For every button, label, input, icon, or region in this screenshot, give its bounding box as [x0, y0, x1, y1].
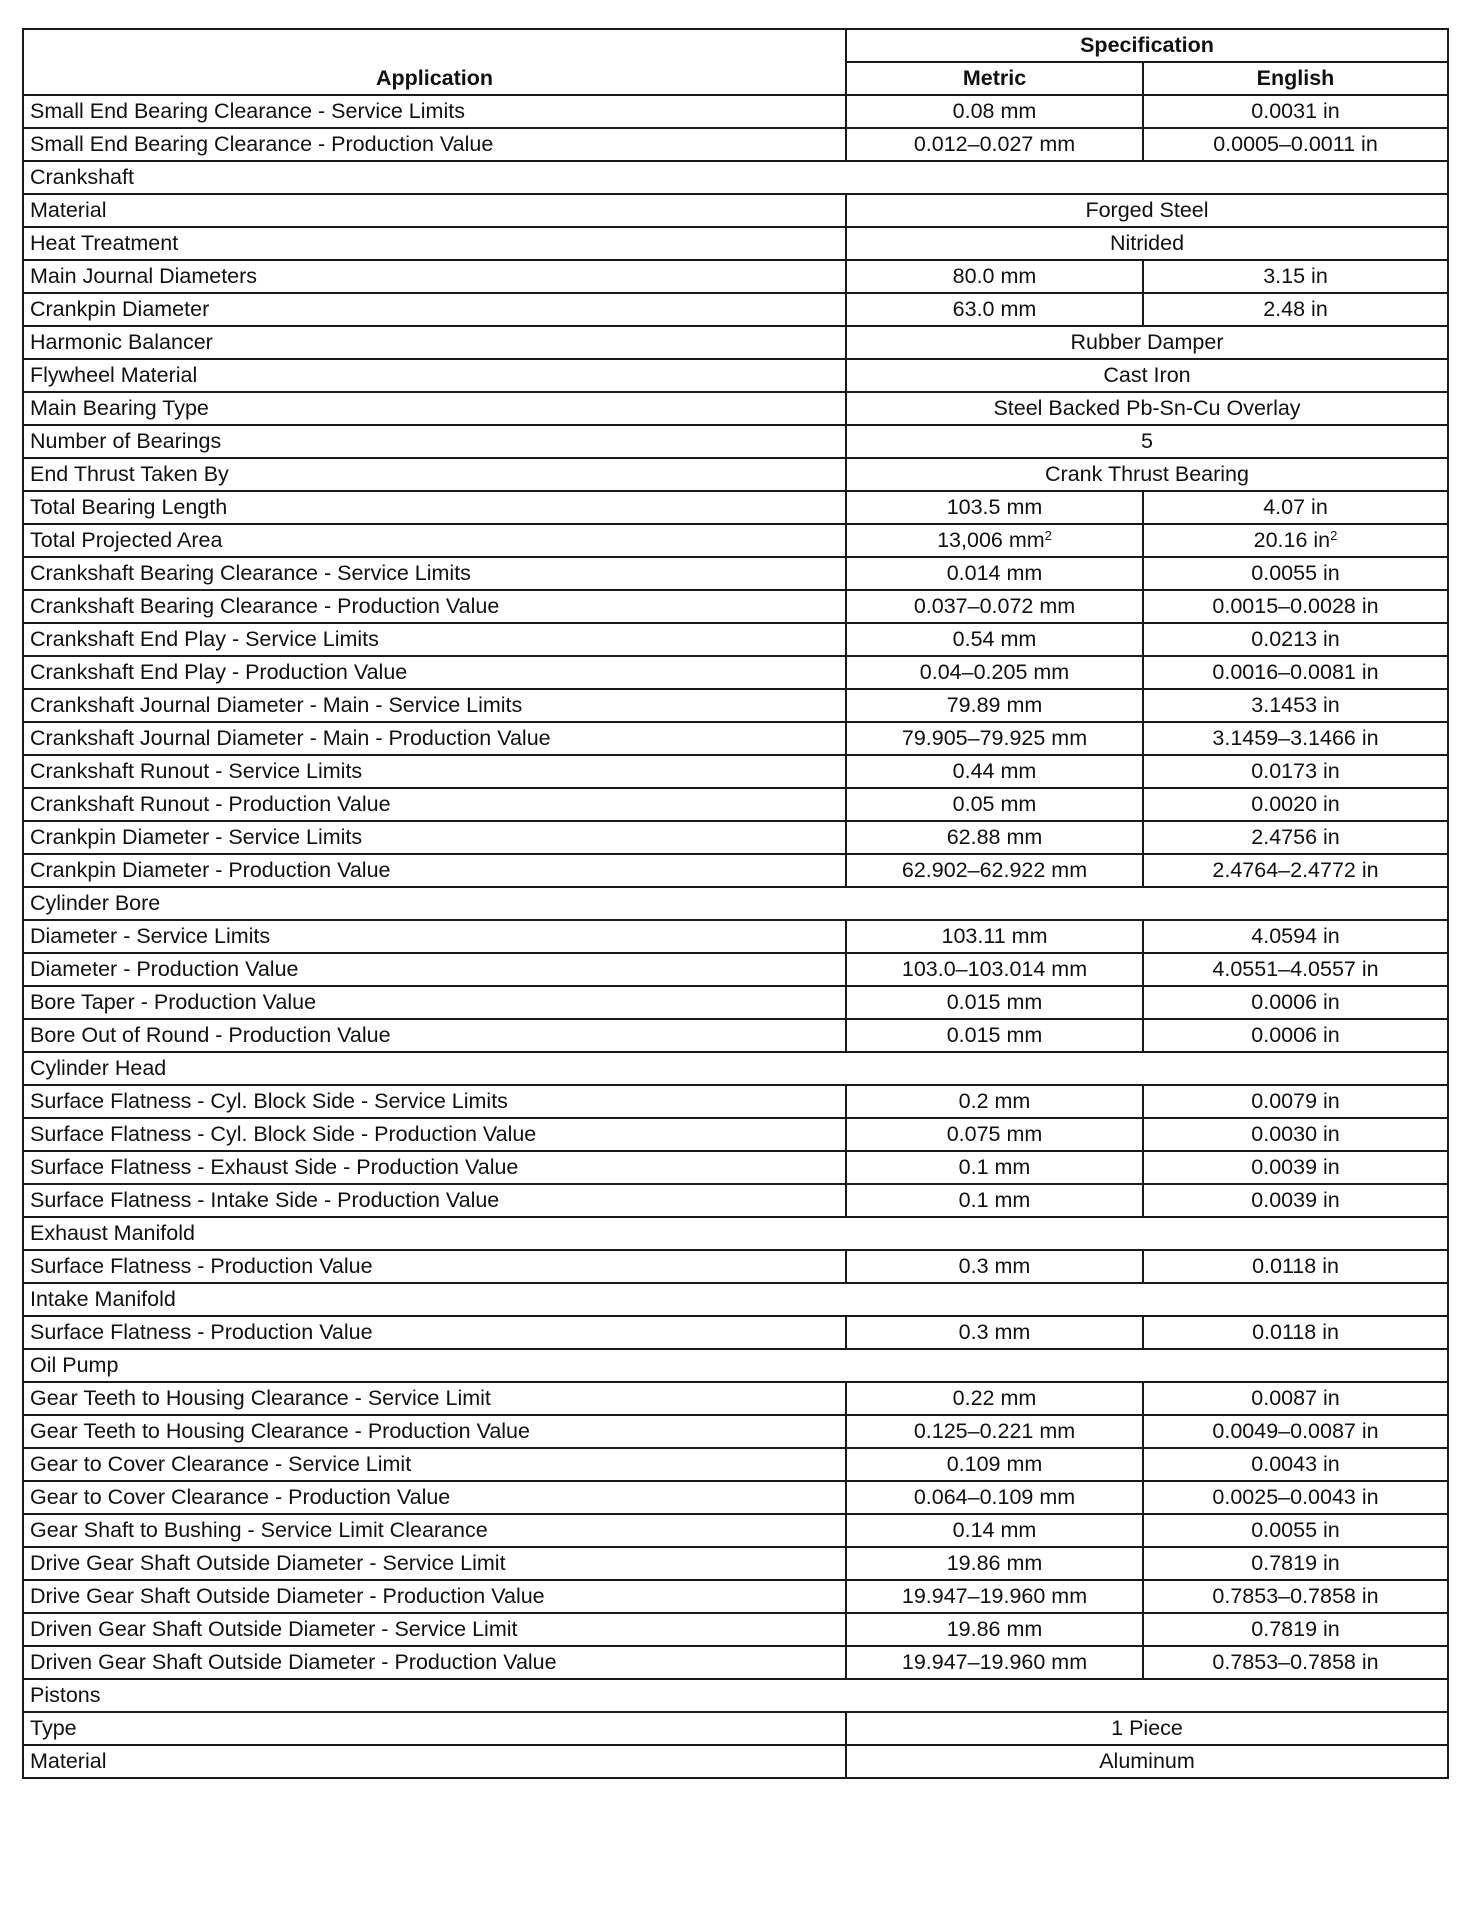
- application-cell: Diameter - Service Limits: [23, 920, 846, 953]
- application-cell: Small End Bearing Clearance - Service Limits: [23, 95, 846, 128]
- application-cell: Surface Flatness - Production Value: [23, 1316, 846, 1349]
- metric-value: 80.0 mm: [952, 264, 1037, 288]
- english-value: 0.0025–0.0043 in: [1212, 1485, 1379, 1509]
- application-cell: Surface Flatness - Cyl. Block Side - Service Limits: [23, 1085, 846, 1118]
- metric-value-cell: [846, 1184, 1143, 1217]
- metric-value-cell: [846, 986, 1143, 1019]
- metric-value: 19.947–19.960 mm: [901, 1584, 1088, 1608]
- english-value: 0.0213 in: [1251, 627, 1340, 651]
- metric-value: 0.3 mm: [958, 1254, 1031, 1278]
- table-row: [23, 359, 1448, 392]
- table-row: [23, 1514, 1448, 1547]
- spec-value-cell: 1 Piece: [846, 1712, 1448, 1745]
- application-cell: Crankpin Diameter - Production Value: [23, 854, 846, 887]
- english-value-cell: [1143, 1547, 1448, 1580]
- table-row: [23, 1250, 1448, 1283]
- english-value: 2.4764–2.4772 in: [1212, 858, 1379, 882]
- table-row: [23, 788, 1448, 821]
- metric-value-cell: [846, 1019, 1143, 1052]
- metric-value-cell: [846, 1613, 1143, 1646]
- section-title: Exhaust Manifold: [23, 1217, 1448, 1250]
- table-row: [23, 227, 1448, 260]
- application-cell: Gear Teeth to Housing Clearance - Production Value: [23, 1415, 846, 1448]
- section-title: Cylinder Bore: [23, 887, 1448, 920]
- english-value-cell: [1143, 656, 1448, 689]
- metric-value: 62.88 mm: [946, 825, 1043, 849]
- metric-value-cell: [846, 1547, 1143, 1580]
- english-value: 0.0020 in: [1251, 792, 1340, 816]
- english-value-cell: [1143, 821, 1448, 854]
- application-cell: Crankshaft Journal Diameter - Main - Production Value: [23, 722, 846, 755]
- application-cell: Crankshaft Bearing Clearance - Production Value: [23, 590, 846, 623]
- english-value: 0.0049–0.0087 in: [1212, 1419, 1379, 1443]
- english-value-cell: [1143, 1019, 1448, 1052]
- metric-value: 13,006 mm: [937, 528, 1045, 552]
- english-value-cell: [1143, 1613, 1448, 1646]
- metric-value: 0.015 mm: [946, 1023, 1043, 1047]
- metric-value-cell: [846, 788, 1143, 821]
- metric-value-cell: [846, 623, 1143, 656]
- english-value: 0.0173 in: [1251, 759, 1340, 783]
- metric-value-cell: [846, 1118, 1143, 1151]
- english-value-cell: [1143, 1580, 1448, 1613]
- metric-value: 0.1 mm: [958, 1155, 1031, 1179]
- table-row: [23, 1547, 1448, 1580]
- metric-value: 19.86 mm: [946, 1617, 1043, 1641]
- english-value-cell: [1143, 788, 1448, 821]
- table-row: [23, 1745, 1448, 1778]
- application-header: Application: [23, 29, 846, 95]
- table-row: [23, 524, 1448, 557]
- english-value-cell: [1143, 557, 1448, 590]
- application-cell: Gear Teeth to Housing Clearance - Service Limit: [23, 1382, 846, 1415]
- table-row: [23, 821, 1448, 854]
- english-value-cell: [1143, 689, 1448, 722]
- metric-header: Metric: [846, 62, 1143, 95]
- table-row: [23, 557, 1448, 590]
- metric-value-cell: [846, 557, 1143, 590]
- table-row: [23, 1415, 1448, 1448]
- english-value: 0.7853–0.7858 in: [1212, 1584, 1379, 1608]
- table-row: [23, 1085, 1448, 1118]
- table-row: [23, 1184, 1448, 1217]
- table-row: [23, 1646, 1448, 1679]
- section-row: [23, 1679, 1448, 1712]
- english-value-cell: [1143, 920, 1448, 953]
- metric-value-cell: [846, 293, 1143, 326]
- application-cell: Material: [23, 1745, 846, 1778]
- application-cell: Material: [23, 194, 846, 227]
- metric-value-cell: [846, 1151, 1143, 1184]
- metric-value: 0.3 mm: [958, 1320, 1031, 1344]
- application-cell: End Thrust Taken By: [23, 458, 846, 491]
- section-row: [23, 1349, 1448, 1382]
- section-title: Cylinder Head: [23, 1052, 1448, 1085]
- metric-value: 79.89 mm: [946, 693, 1043, 717]
- metric-value: 103.0–103.014 mm: [901, 957, 1088, 981]
- spec-value-cell: Forged Steel: [846, 194, 1448, 227]
- table-row: [23, 1448, 1448, 1481]
- english-value-cell: [1143, 128, 1448, 161]
- english-value-cell: [1143, 1250, 1448, 1283]
- table-row: [23, 722, 1448, 755]
- metric-value: 0.44 mm: [952, 759, 1037, 783]
- metric-value-cell: [846, 491, 1143, 524]
- application-cell: Crankpin Diameter - Service Limits: [23, 821, 846, 854]
- metric-value-cell: [846, 260, 1143, 293]
- metric-value-cell: [846, 1316, 1143, 1349]
- english-value-cell: [1143, 722, 1448, 755]
- application-cell: Driven Gear Shaft Outside Diameter - Service Limit: [23, 1613, 846, 1646]
- english-value: 2.4756 in: [1251, 825, 1340, 849]
- english-value: 4.07 in: [1263, 495, 1328, 519]
- english-value: 0.0031 in: [1251, 99, 1340, 123]
- metric-value-cell: [846, 656, 1143, 689]
- application-cell: Flywheel Material: [23, 359, 846, 392]
- table-row: [23, 491, 1448, 524]
- application-cell: Surface Flatness - Exhaust Side - Production Value: [23, 1151, 846, 1184]
- application-cell: Surface Flatness - Production Value: [23, 1250, 846, 1283]
- metric-value-cell: [846, 590, 1143, 623]
- english-value: 4.0551–4.0557 in: [1212, 957, 1379, 981]
- english-value-cell: [1143, 1514, 1448, 1547]
- section-title: Oil Pump: [23, 1349, 1448, 1382]
- metric-value-cell: [846, 524, 1143, 557]
- english-value-cell: [1143, 1184, 1448, 1217]
- metric-value-cell: [846, 1646, 1143, 1679]
- section-title: Intake Manifold: [23, 1283, 1448, 1316]
- english-value-cell: [1143, 1415, 1448, 1448]
- application-cell: Crankpin Diameter: [23, 293, 846, 326]
- section-title: Pistons: [23, 1679, 1448, 1712]
- metric-value-cell: [846, 1415, 1143, 1448]
- metric-value: 0.064–0.109 mm: [913, 1485, 1076, 1509]
- metric-value-cell: [846, 1580, 1143, 1613]
- table-row: [23, 425, 1448, 458]
- table-row: [23, 1382, 1448, 1415]
- metric-value-cell: [846, 1382, 1143, 1415]
- english-value: 0.0039 in: [1251, 1188, 1340, 1212]
- table-row: [23, 689, 1448, 722]
- application-cell: Driven Gear Shaft Outside Diameter - Production Value: [23, 1646, 846, 1679]
- table-row: [23, 590, 1448, 623]
- table-row: [23, 260, 1448, 293]
- spec-value-cell: Crank Thrust Bearing: [846, 458, 1448, 491]
- english-value-cell: [1143, 1646, 1448, 1679]
- metric-value: 19.86 mm: [946, 1551, 1043, 1575]
- english-value: 0.0030 in: [1251, 1122, 1340, 1146]
- metric-value-cell: [846, 755, 1143, 788]
- application-cell: Bore Out of Round - Production Value: [23, 1019, 846, 1052]
- table-row: [23, 458, 1448, 491]
- metric-value: 0.08 mm: [952, 99, 1037, 123]
- english-header: English: [1143, 62, 1448, 95]
- english-value: 0.0016–0.0081 in: [1212, 660, 1379, 684]
- application-cell: Number of Bearings: [23, 425, 846, 458]
- english-value: 0.0055 in: [1251, 561, 1340, 585]
- english-value-cell: [1143, 1382, 1448, 1415]
- metric-value-cell: [846, 1250, 1143, 1283]
- english-value: 0.0015–0.0028 in: [1212, 594, 1379, 618]
- table-row: [23, 392, 1448, 425]
- english-value-cell: [1143, 491, 1448, 524]
- metric-value-cell: [846, 1448, 1143, 1481]
- application-cell: Crankshaft Journal Diameter - Main - Service Limits: [23, 689, 846, 722]
- application-cell: Harmonic Balancer: [23, 326, 846, 359]
- spec-page: [22, 28, 1447, 1779]
- specification-header: Specification: [846, 29, 1448, 62]
- table-row: [23, 623, 1448, 656]
- table-row: [23, 755, 1448, 788]
- table-row: [23, 920, 1448, 953]
- table-row: [23, 1613, 1448, 1646]
- table-body: [23, 95, 1448, 1778]
- application-cell: Crankshaft End Play - Service Limits: [23, 623, 846, 656]
- section-row: [23, 1283, 1448, 1316]
- application-cell: Diameter - Production Value: [23, 953, 846, 986]
- english-value: 0.7853–0.7858 in: [1212, 1650, 1379, 1674]
- metric-value-cell: [846, 854, 1143, 887]
- application-cell: Main Journal Diameters: [23, 260, 846, 293]
- english-value: 0.0118 in: [1252, 1254, 1339, 1278]
- english-value-cell: [1143, 854, 1448, 887]
- english-value-cell: [1143, 293, 1448, 326]
- application-cell: Crankshaft Runout - Service Limits: [23, 755, 846, 788]
- spec-value-cell: Steel Backed Pb-Sn-Cu Overlay: [846, 392, 1448, 425]
- application-cell: Total Projected Area: [23, 524, 846, 557]
- metric-value: 0.54 mm: [952, 627, 1037, 651]
- metric-value-cell: [846, 821, 1143, 854]
- english-value-cell: [1143, 755, 1448, 788]
- english-value-cell: [1143, 260, 1448, 293]
- metric-value-cell: [846, 953, 1143, 986]
- english-value: 0.0039 in: [1251, 1155, 1340, 1179]
- english-value: 0.0118 in: [1252, 1320, 1339, 1344]
- table-row: [23, 293, 1448, 326]
- english-value: 0.7819 in: [1251, 1551, 1340, 1575]
- english-value: 20.16 in: [1253, 528, 1331, 552]
- application-cell: Surface Flatness - Intake Side - Production Value: [23, 1184, 846, 1217]
- metric-value: 103.5 mm: [946, 495, 1043, 519]
- section-title: Crankshaft: [23, 161, 1448, 194]
- spec-value-cell: Rubber Damper: [846, 326, 1448, 359]
- metric-value: 19.947–19.960 mm: [901, 1650, 1088, 1674]
- metric-value: 0.05 mm: [952, 792, 1037, 816]
- english-value: 3.1459–3.1466 in: [1212, 726, 1379, 750]
- metric-value-cell: [846, 722, 1143, 755]
- english-value-cell: [1143, 1481, 1448, 1514]
- superscript: 2: [1330, 528, 1338, 543]
- metric-value-cell: [846, 95, 1143, 128]
- table-row: [23, 1151, 1448, 1184]
- spec-value-cell: 5: [846, 425, 1448, 458]
- application-cell: Surface Flatness - Cyl. Block Side - Production Value: [23, 1118, 846, 1151]
- metric-value-cell: [846, 1481, 1143, 1514]
- english-value-cell: [1143, 1118, 1448, 1151]
- english-value-cell: [1143, 623, 1448, 656]
- english-value: 0.0079 in: [1251, 1089, 1340, 1113]
- english-value: 2.48 in: [1263, 297, 1328, 321]
- table-header: [23, 29, 1448, 95]
- application-cell: Drive Gear Shaft Outside Diameter - Service Limit: [23, 1547, 846, 1580]
- table-row: [23, 194, 1448, 227]
- spec-value-cell: Nitrided: [846, 227, 1448, 260]
- metric-value: 79.905–79.925 mm: [901, 726, 1088, 750]
- section-row: [23, 1052, 1448, 1085]
- english-value: 4.0594 in: [1251, 924, 1340, 948]
- table-row: [23, 95, 1448, 128]
- application-cell: Type: [23, 1712, 846, 1745]
- table-row: [23, 1712, 1448, 1745]
- table-row: [23, 128, 1448, 161]
- metric-value: 62.902–62.922 mm: [901, 858, 1088, 882]
- english-value-cell: [1143, 1448, 1448, 1481]
- table-row: [23, 953, 1448, 986]
- english-value: 0.0043 in: [1251, 1452, 1340, 1476]
- metric-value: 0.012–0.027 mm: [913, 132, 1076, 156]
- application-cell: Small End Bearing Clearance - Production Value: [23, 128, 846, 161]
- metric-value: 0.14 mm: [952, 1518, 1037, 1542]
- application-cell: Crankshaft End Play - Production Value: [23, 656, 846, 689]
- metric-value-cell: [846, 920, 1143, 953]
- english-value: 3.15 in: [1263, 264, 1328, 288]
- section-row: [23, 1217, 1448, 1250]
- english-value-cell: [1143, 1151, 1448, 1184]
- english-value: 3.1453 in: [1251, 693, 1340, 717]
- application-cell: Heat Treatment: [23, 227, 846, 260]
- english-value-cell: [1143, 1085, 1448, 1118]
- metric-value: 63.0 mm: [952, 297, 1037, 321]
- table-row: [23, 1019, 1448, 1052]
- metric-value: 0.1 mm: [958, 1188, 1031, 1212]
- english-value-cell: [1143, 1316, 1448, 1349]
- application-cell: Bore Taper - Production Value: [23, 986, 846, 1019]
- superscript: 2: [1044, 528, 1052, 543]
- spec-value-cell: Aluminum: [846, 1745, 1448, 1778]
- english-value: 0.0055 in: [1251, 1518, 1340, 1542]
- application-cell: Drive Gear Shaft Outside Diameter - Production Value: [23, 1580, 846, 1613]
- english-value-cell: [1143, 95, 1448, 128]
- application-cell: Gear Shaft to Bushing - Service Limit Clearance: [23, 1514, 846, 1547]
- english-value-cell: [1143, 986, 1448, 1019]
- table-row: [23, 1580, 1448, 1613]
- application-cell: Crankshaft Runout - Production Value: [23, 788, 846, 821]
- metric-value: 0.22 mm: [952, 1386, 1037, 1410]
- table-row: [23, 1316, 1448, 1349]
- application-cell: Gear to Cover Clearance - Production Value: [23, 1481, 846, 1514]
- table-row: [23, 1481, 1448, 1514]
- english-value-cell: [1143, 590, 1448, 623]
- application-cell: Main Bearing Type: [23, 392, 846, 425]
- application-cell: Total Bearing Length: [23, 491, 846, 524]
- metric-value: 0.015 mm: [946, 990, 1043, 1014]
- metric-value-cell: [846, 689, 1143, 722]
- metric-value: 0.2 mm: [958, 1089, 1031, 1113]
- metric-value: 0.125–0.221 mm: [913, 1419, 1076, 1443]
- table-row: [23, 1118, 1448, 1151]
- metric-value: 0.109 mm: [946, 1452, 1043, 1476]
- metric-value: 0.04–0.205 mm: [919, 660, 1070, 684]
- table-row: [23, 854, 1448, 887]
- english-value: 0.0087 in: [1251, 1386, 1340, 1410]
- english-value: 0.0006 in: [1251, 1023, 1340, 1047]
- english-value-cell: [1143, 953, 1448, 986]
- section-row: [23, 887, 1448, 920]
- metric-value: 103.11 mm: [941, 924, 1048, 948]
- metric-value: 0.075 mm: [946, 1122, 1043, 1146]
- english-value: 0.7819 in: [1251, 1617, 1340, 1641]
- table-row: [23, 656, 1448, 689]
- english-value-cell: [1143, 524, 1448, 557]
- metric-value: 0.014 mm: [946, 561, 1043, 585]
- specification-table: [22, 28, 1449, 1779]
- table-row: [23, 326, 1448, 359]
- metric-value-cell: [846, 1085, 1143, 1118]
- spec-value-cell: Cast Iron: [846, 359, 1448, 392]
- application-cell: Gear to Cover Clearance - Service Limit: [23, 1448, 846, 1481]
- table-row: [23, 986, 1448, 1019]
- application-cell: Crankshaft Bearing Clearance - Service Limits: [23, 557, 846, 590]
- metric-value-cell: [846, 128, 1143, 161]
- metric-value-cell: [846, 1514, 1143, 1547]
- metric-value: 0.037–0.072 mm: [913, 594, 1076, 618]
- english-value: 0.0005–0.0011 in: [1213, 132, 1378, 156]
- english-value: 0.0006 in: [1251, 990, 1340, 1014]
- section-row: [23, 161, 1448, 194]
